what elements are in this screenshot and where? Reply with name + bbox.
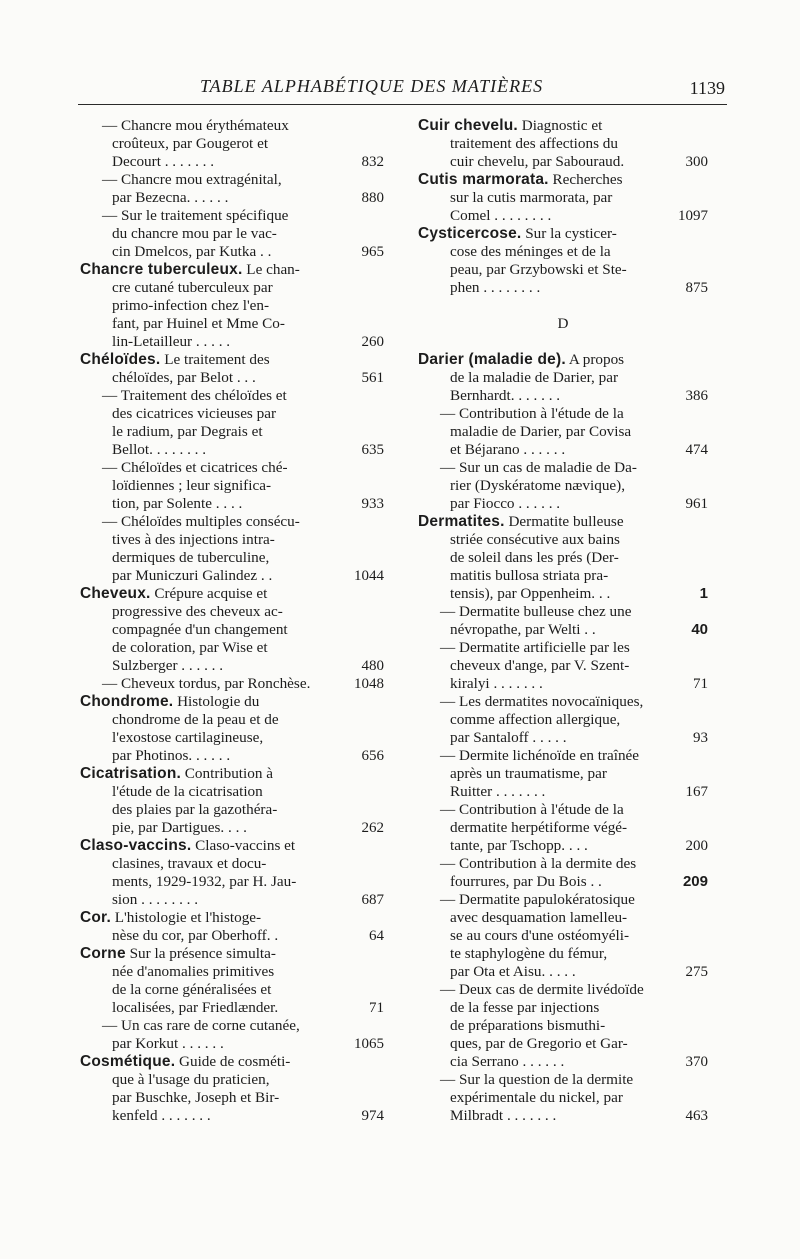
entry-text: primo-infection chez l'en- bbox=[112, 297, 270, 314]
entry-page-number: 463 bbox=[685, 1108, 708, 1124]
entry-headword: Darier (maladie de). bbox=[418, 351, 566, 368]
entry-text: phen . . . . . . . . bbox=[450, 279, 541, 296]
entry-page-number: 961 bbox=[685, 496, 708, 512]
entry-text: cin Dmelcos, par Kutka . . bbox=[112, 243, 272, 260]
index-entry-head-line bbox=[418, 225, 708, 243]
entry-page-number: 687 bbox=[361, 892, 384, 908]
page-number: 1139 bbox=[689, 78, 725, 98]
index-entry-line bbox=[418, 1107, 708, 1125]
index-entry-line bbox=[418, 1017, 708, 1035]
entry-text: — Cheveux tordus, par Ronchèse. bbox=[102, 675, 311, 692]
entry-text: et Béjarano . . . . . . bbox=[450, 441, 566, 458]
entry-text: tensis), par Oppenheim. . . bbox=[450, 585, 611, 602]
index-entry-line bbox=[418, 819, 708, 837]
entry-text: par Buschke, Joseph et Bir- bbox=[112, 1089, 280, 1106]
entry-page-number: 209 bbox=[682, 873, 708, 890]
entry-text: par Photinos. . . . . . bbox=[112, 747, 231, 764]
index-entry-line bbox=[418, 891, 708, 909]
entry-text: striée consécutive aux bains bbox=[450, 531, 620, 548]
index-entry-head-line bbox=[80, 261, 384, 279]
entry-text: que à l'usage du praticien, bbox=[112, 1071, 270, 1088]
index-entry-head-line bbox=[80, 585, 384, 603]
index-entry-line bbox=[418, 927, 708, 945]
entry-text: l'exostose cartilagineuse, bbox=[112, 729, 264, 746]
entry-text: maladie de Darier, par Covisa bbox=[450, 423, 632, 440]
index-entry-line bbox=[80, 1071, 384, 1089]
entry-text: fourrures, par Du Bois . . bbox=[450, 873, 602, 890]
index-entry-line bbox=[80, 873, 384, 891]
index-entry-line bbox=[418, 405, 708, 423]
entry-page-number: 64 bbox=[369, 928, 384, 944]
index-entry-line bbox=[80, 279, 384, 297]
entry-text: tante, par Tschopp. . . . bbox=[450, 837, 588, 854]
entry-text: se au cours d'une ostéomyéli- bbox=[450, 927, 630, 944]
entry-text: — Dermatite bulleuse chez une bbox=[440, 603, 632, 620]
entry-page-number: 480 bbox=[361, 658, 384, 674]
index-entry-line bbox=[418, 477, 708, 495]
index-entry-line bbox=[80, 963, 384, 981]
spacer bbox=[418, 297, 708, 315]
entry-text: A propos bbox=[565, 351, 625, 368]
index-entry-head-line bbox=[80, 1053, 384, 1071]
entry-page-number: 974 bbox=[361, 1108, 384, 1124]
entry-text: ques, par de Gregorio et Gar- bbox=[450, 1035, 628, 1052]
entry-page-number: 167 bbox=[685, 784, 708, 800]
entry-text: par Fiocco . . . . . . bbox=[450, 495, 561, 512]
entry-text: le radium, par Degrais et bbox=[112, 423, 263, 440]
index-entry-line bbox=[80, 621, 384, 639]
index-entry-line bbox=[418, 585, 708, 603]
entry-text: — Dermatite papulokératosique bbox=[440, 891, 635, 908]
index-entry-line bbox=[80, 801, 384, 819]
entry-text: sion . . . . . . . . bbox=[112, 891, 199, 908]
index-entry-line bbox=[80, 747, 384, 765]
index-entry-line bbox=[418, 1053, 708, 1071]
index-entry-line bbox=[418, 1089, 708, 1107]
entry-text: nèse du cor, par Oberhoff. . bbox=[112, 927, 279, 944]
index-entry-line bbox=[418, 801, 708, 819]
entry-text: de préparations bismuthi- bbox=[450, 1017, 606, 1034]
entry-page-number: 300 bbox=[685, 154, 708, 170]
entry-text: clasines, travaux et docu- bbox=[112, 855, 267, 872]
entry-text: lin-Letailleur . . . . . bbox=[112, 333, 231, 350]
index-entry-line bbox=[80, 891, 384, 909]
index-entry-line bbox=[418, 495, 708, 513]
entry-page-number: 200 bbox=[685, 838, 708, 854]
entry-text: par Ota et Aisu. . . . . bbox=[450, 963, 576, 980]
left-column bbox=[80, 117, 384, 1125]
entry-text: Sur la présence simulta- bbox=[125, 945, 276, 962]
index-entry-line bbox=[418, 837, 708, 855]
entry-text: — Un cas rare de corne cutanée, bbox=[102, 1017, 300, 1034]
entry-text: des plaies par la gazothéra- bbox=[112, 801, 278, 818]
entry-text: Claso-vaccins et bbox=[191, 837, 296, 854]
entry-headword: Cor. bbox=[80, 909, 111, 926]
index-entry-line bbox=[418, 459, 708, 477]
index-entry-line bbox=[418, 621, 708, 639]
index-entry-head-line bbox=[80, 351, 384, 369]
index-entry-line bbox=[80, 297, 384, 315]
entry-text: kiralyi . . . . . . . bbox=[450, 675, 543, 692]
entry-text: cre cutané tuberculeux par bbox=[112, 279, 273, 296]
entry-headword: Chéloïdes. bbox=[80, 351, 161, 368]
entry-text: compagnée d'un changement bbox=[112, 621, 288, 638]
index-entry-line bbox=[80, 819, 384, 837]
index-entry-head-line bbox=[418, 117, 708, 135]
entry-text: — Chéloïdes multiples consécu- bbox=[102, 513, 300, 530]
entry-page-number: 933 bbox=[361, 496, 384, 512]
index-entry-line bbox=[80, 513, 384, 531]
entry-text: — Chéloïdes et cicatrices ché- bbox=[102, 459, 288, 476]
entry-text: — Sur le traitement spécifique bbox=[102, 207, 289, 224]
entry-text: Recherches bbox=[548, 171, 623, 188]
index-entry-line bbox=[80, 405, 384, 423]
index-entry-line bbox=[418, 441, 708, 459]
entry-text: névropathe, par Welti . . bbox=[450, 621, 596, 638]
index-entry-line bbox=[418, 747, 708, 765]
entry-text: Contribution à bbox=[181, 765, 273, 782]
entry-text: l'étude de la cicatrisation bbox=[112, 783, 263, 800]
entry-text: ments, 1929-1932, par H. Jau- bbox=[112, 873, 297, 890]
entry-text: de la corne généralisées et bbox=[112, 981, 272, 998]
index-entry-line bbox=[418, 981, 708, 999]
entry-page-number: 275 bbox=[685, 964, 708, 980]
entry-text: — Les dermatites novocaïniques, bbox=[440, 693, 644, 710]
entry-text: cia Serrano . . . . . . bbox=[450, 1053, 565, 1070]
entry-text: de la fesse par injections bbox=[450, 999, 600, 1016]
index-entry-line bbox=[418, 783, 708, 801]
index-entry-line bbox=[418, 873, 708, 891]
entry-text: après un traumatisme, par bbox=[450, 765, 607, 782]
index-entry-line bbox=[418, 711, 708, 729]
index-entry-line bbox=[418, 603, 708, 621]
index-entry-head-line bbox=[80, 765, 384, 783]
section-letter bbox=[418, 315, 708, 333]
entry-text: cheveux d'ange, par V. Szent- bbox=[450, 657, 630, 674]
index-entry-line bbox=[80, 657, 384, 675]
index-entry-line bbox=[418, 567, 708, 585]
entry-text: croûteux, par Gougerot et bbox=[112, 135, 269, 152]
entry-text: Milbradt . . . . . . . bbox=[450, 1107, 557, 1124]
entry-page-number: 1097 bbox=[678, 208, 708, 224]
index-entry-head-line bbox=[418, 171, 708, 189]
entry-text: dermiques de tuberculine, bbox=[112, 549, 270, 566]
index-entry-line bbox=[418, 909, 708, 927]
entry-text: par Bezecna. . . . . . bbox=[112, 189, 229, 206]
entry-text: kenfeld . . . . . . . bbox=[112, 1107, 211, 1124]
entry-page-number: 965 bbox=[361, 244, 384, 260]
entry-text: par Korkut . . . . . . bbox=[112, 1035, 224, 1052]
entry-page-number: 370 bbox=[685, 1054, 708, 1070]
entry-text: D bbox=[557, 315, 569, 332]
index-entry-line bbox=[418, 1071, 708, 1089]
spacer bbox=[418, 333, 708, 351]
entry-headword: Chondrome. bbox=[80, 693, 174, 710]
entry-text: tion, par Solente . . . . bbox=[112, 495, 243, 512]
index-entry-line bbox=[80, 567, 384, 585]
entry-page-number: 260 bbox=[361, 334, 384, 350]
entry-headword: Cosmétique. bbox=[80, 1053, 176, 1070]
index-entry-line bbox=[418, 675, 708, 693]
entry-page-number: 656 bbox=[361, 748, 384, 764]
entry-headword: Cutis marmorata. bbox=[418, 171, 549, 188]
entry-text: cuir chevelu, par Sabouraud. bbox=[450, 153, 625, 170]
index-entry-line bbox=[418, 855, 708, 873]
index-entry-line bbox=[80, 1107, 384, 1125]
index-entry-line bbox=[418, 207, 708, 225]
entry-page-number: 880 bbox=[361, 190, 384, 206]
index-entry-line bbox=[80, 495, 384, 513]
entry-text: fant, par Huinel et Mme Co- bbox=[112, 315, 285, 332]
entry-text: — Dermite lichénoïde en traînée bbox=[440, 747, 640, 764]
entry-text: — Sur un cas de maladie de Da- bbox=[440, 459, 637, 476]
index-entry-head-line bbox=[80, 945, 384, 963]
entry-page-number: 1 bbox=[699, 585, 708, 602]
entry-text: pie, par Dartigues. . . . bbox=[112, 819, 247, 836]
index-entry-line bbox=[80, 387, 384, 405]
entry-headword: Cicatrisation. bbox=[80, 765, 181, 782]
entry-text: — Deux cas de dermite livédoïde bbox=[440, 981, 644, 998]
index-entry-line bbox=[80, 783, 384, 801]
index-entry-line bbox=[80, 171, 384, 189]
entry-text: tives à des injections intra- bbox=[112, 531, 275, 548]
entry-text: dermatite herpétiforme végé- bbox=[450, 819, 628, 836]
index-entry-line bbox=[80, 243, 384, 261]
entry-page-number: 875 bbox=[685, 280, 708, 296]
entry-page-number: 832 bbox=[361, 154, 384, 170]
running-header bbox=[200, 70, 725, 100]
entry-page-number: 561 bbox=[361, 370, 384, 386]
entry-text: Ruitter . . . . . . . bbox=[450, 783, 546, 800]
entry-text: — Contribution à la dermite des bbox=[440, 855, 637, 872]
entry-headword: Corne bbox=[80, 945, 126, 962]
index-entry-head-line bbox=[80, 909, 384, 927]
entry-page-number: 1048 bbox=[354, 676, 384, 692]
entry-text: — Contribution à l'étude de la bbox=[440, 801, 624, 818]
index-entry-line bbox=[80, 225, 384, 243]
entry-text: Histologie du bbox=[173, 693, 260, 710]
entry-text: loïdiennes ; leur significa- bbox=[112, 477, 272, 494]
index-entry-line bbox=[80, 981, 384, 999]
index-entry-line bbox=[80, 135, 384, 153]
index-entry-line bbox=[80, 999, 384, 1017]
entry-text: peau, par Grzybowski et Ste- bbox=[450, 261, 627, 278]
index-entry-line bbox=[418, 243, 708, 261]
entry-headword: Claso-vaccins. bbox=[80, 837, 192, 854]
entry-text: Bernhardt. . . . . . . bbox=[450, 387, 561, 404]
index-entry-line bbox=[80, 441, 384, 459]
index-entry-line bbox=[418, 369, 708, 387]
entry-text: comme affection allergique, bbox=[450, 711, 621, 728]
entry-text: traitement des affections du bbox=[450, 135, 618, 152]
index-entry-line bbox=[418, 261, 708, 279]
entry-text: matitis bullosa striata pra- bbox=[450, 567, 609, 584]
index-entry-line bbox=[80, 729, 384, 747]
entry-text: rier (Dyskératome nævique), bbox=[450, 477, 626, 494]
index-entry-line bbox=[80, 423, 384, 441]
index-entry-line bbox=[418, 963, 708, 981]
index-entry-line bbox=[80, 1035, 384, 1053]
entry-page-number: 386 bbox=[685, 388, 708, 404]
entry-text: localisées, par Friedlænder. bbox=[112, 999, 279, 1016]
entry-text: — Chancre mou extragénital, bbox=[102, 171, 282, 188]
index-entry-line bbox=[80, 315, 384, 333]
index-entry-line bbox=[80, 549, 384, 567]
index-entry-line bbox=[80, 333, 384, 351]
index-entry-line bbox=[80, 117, 384, 135]
index-entry-line bbox=[80, 639, 384, 657]
entry-page-number: 1065 bbox=[354, 1036, 384, 1052]
entry-text: cose des méninges et de la bbox=[450, 243, 611, 260]
entry-text: chéloïdes, par Belot . . . bbox=[112, 369, 256, 386]
entry-text: par Santaloff . . . . . bbox=[450, 729, 567, 746]
entry-page-number: 474 bbox=[685, 442, 708, 458]
entry-page-number: 93 bbox=[693, 730, 708, 746]
index-entry-line bbox=[80, 711, 384, 729]
entry-text: Bellot. . . . . . . . bbox=[112, 441, 207, 458]
entry-text: de soleil dans les prés (Der- bbox=[450, 549, 619, 566]
entry-text: Crépure acquise et bbox=[150, 585, 268, 602]
entry-text: par Municzuri Galindez . . bbox=[112, 567, 273, 584]
entry-text: Comel . . . . . . . . bbox=[450, 207, 552, 224]
entry-page-number: 262 bbox=[361, 820, 384, 836]
entry-text: Le chan- bbox=[242, 261, 300, 278]
index-entry-line bbox=[80, 477, 384, 495]
index-entry-line bbox=[80, 927, 384, 945]
index-entry-line bbox=[418, 765, 708, 783]
index-entry-line bbox=[418, 153, 708, 171]
entry-page-number: 1044 bbox=[354, 568, 384, 584]
entry-headword: Dermatites. bbox=[418, 513, 505, 530]
entry-headword: Cysticercose. bbox=[418, 225, 522, 242]
index-entry-line bbox=[418, 279, 708, 297]
entry-page-number: 71 bbox=[693, 676, 708, 692]
index-entry-line bbox=[418, 729, 708, 747]
index-entry-line bbox=[80, 603, 384, 621]
index-entry-line bbox=[418, 657, 708, 675]
entry-text: Decourt . . . . . . . bbox=[112, 153, 215, 170]
header-rule bbox=[78, 104, 727, 105]
index-entry-line bbox=[418, 1035, 708, 1053]
entry-page-number: 40 bbox=[691, 621, 708, 638]
index-entry-line bbox=[418, 999, 708, 1017]
index-entry-line bbox=[418, 945, 708, 963]
entry-text: — Chancre mou érythémateux bbox=[102, 117, 289, 134]
index-entry-line bbox=[418, 189, 708, 207]
entry-text: de la maladie de Darier, par bbox=[450, 369, 619, 386]
entry-headword: Cheveux. bbox=[80, 585, 151, 602]
entry-text: Sulzberger . . . . . . bbox=[112, 657, 224, 674]
index-entry-line bbox=[80, 189, 384, 207]
entry-page-number: 71 bbox=[369, 1000, 384, 1016]
index-entry-line bbox=[80, 1017, 384, 1035]
index-entry-line bbox=[80, 153, 384, 171]
entry-text: chondrome de la peau et de bbox=[112, 711, 279, 728]
entry-text: L'histologie et l'histoge- bbox=[110, 909, 262, 926]
entry-text: Dermatite bulleuse bbox=[504, 513, 624, 530]
index-entry-head-line bbox=[80, 837, 384, 855]
index-entry-line bbox=[418, 549, 708, 567]
index-entry-line bbox=[418, 693, 708, 711]
entry-text: — Traitement des chéloïdes et bbox=[102, 387, 287, 404]
index-entry-head-line bbox=[418, 351, 708, 369]
entry-text: te staphylogène du fémur, bbox=[450, 945, 608, 962]
index-entry-line bbox=[418, 135, 708, 153]
index-entry-line bbox=[418, 531, 708, 549]
entry-text: des cicatrices vicieuses par bbox=[112, 405, 277, 422]
entry-text: du chancre mou par le vac- bbox=[112, 225, 277, 242]
index-entry-line bbox=[80, 207, 384, 225]
entry-text: progressive des cheveux ac- bbox=[112, 603, 283, 620]
index-entry-line bbox=[80, 459, 384, 477]
entry-text: Le traitement des bbox=[160, 351, 270, 368]
index-entry-line bbox=[80, 1089, 384, 1107]
page-title: TABLE ALPHABÉTIQUE DES MATIÈRES bbox=[200, 76, 544, 96]
entry-headword: Cuir chevelu. bbox=[418, 117, 518, 134]
entry-text: — Contribution à l'étude de la bbox=[440, 405, 624, 422]
index-entry-line bbox=[80, 855, 384, 873]
entry-text: — Sur la question de la dermite bbox=[440, 1071, 634, 1088]
entry-text: avec desquamation lamelleu- bbox=[450, 909, 628, 926]
entry-text: sur la cutis marmorata, par bbox=[450, 189, 613, 206]
entry-text: de coloration, par Wise et bbox=[112, 639, 268, 656]
entry-text: expérimentale du nickel, par bbox=[450, 1089, 623, 1106]
index-entry-head-line bbox=[80, 693, 384, 711]
entry-text: Guide de cosméti- bbox=[175, 1053, 291, 1070]
entry-text: Sur la cysticer- bbox=[521, 225, 617, 242]
index-entry-line bbox=[80, 531, 384, 549]
entry-headword: Chancre tuberculeux. bbox=[80, 261, 243, 278]
entry-text: Diagnostic et bbox=[517, 117, 603, 134]
index-entry-line bbox=[418, 387, 708, 405]
index-entry-line bbox=[80, 369, 384, 387]
index-entry-line bbox=[80, 675, 384, 693]
entry-text: — Dermatite artificielle par les bbox=[440, 639, 630, 656]
index-entry-line bbox=[418, 423, 708, 441]
entry-text: née d'anomalies primitives bbox=[112, 963, 275, 980]
index-entry-line bbox=[418, 639, 708, 657]
right-column bbox=[418, 117, 708, 1125]
entry-page-number: 635 bbox=[361, 442, 384, 458]
index-entry-head-line bbox=[418, 513, 708, 531]
